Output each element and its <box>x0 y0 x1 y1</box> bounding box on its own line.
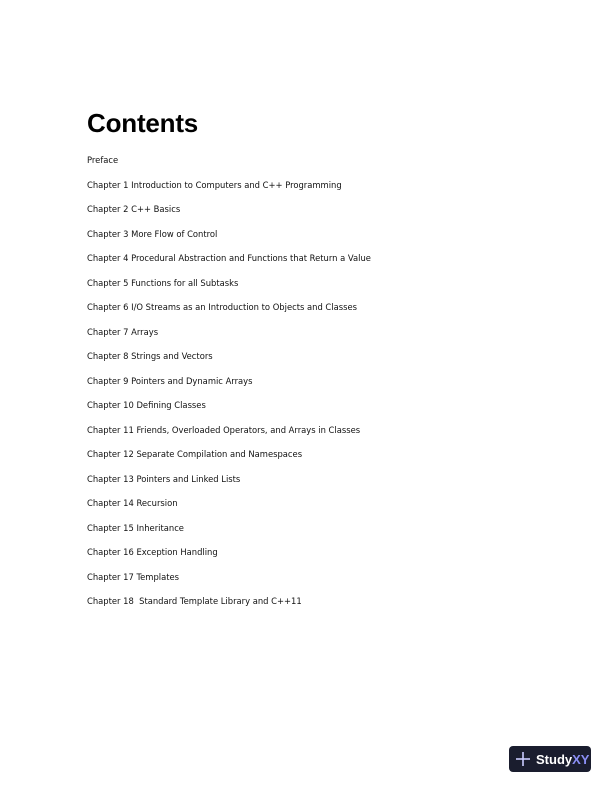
studyxy-badge[interactable] <box>509 746 591 772</box>
toc-item-chapter-11[interactable]: Chapter 11 Friends, Overloaded Operators, and Arrays in Classes <box>87 424 361 435</box>
toc-item-chapter-10[interactable]: Chapter 10 Defining Classes <box>87 400 206 410</box>
toc-item-chapter-17[interactable]: Chapter 17 Templates <box>87 571 180 582</box>
toc-item-chapter-4[interactable]: Chapter 4 Procedural Abstraction and Functions that Return a Value <box>87 253 371 263</box>
toc-item-chapter-13[interactable]: Chapter 13 Pointers and Linked Lists <box>87 473 241 484</box>
toc-item-preface[interactable]: Preface <box>87 155 119 165</box>
toc-item-chapter-9[interactable]: Chapter 9 Pointers and Dynamic Arrays <box>87 375 253 386</box>
toc-item-chapter-16[interactable]: Chapter 16 Exception Handling <box>87 547 218 557</box>
toc-item-chapter-2[interactable]: Chapter 2 C++ Basics <box>87 204 181 214</box>
toc-item-chapter-6[interactable]: Chapter 6 I/O Streams as an Introduction to Objects and Classes <box>87 302 357 312</box>
page-title: Contents <box>87 108 199 138</box>
badge-brand-text: Study <box>536 751 573 767</box>
table-of-contents <box>87 150 371 616</box>
toc-item-chapter-8[interactable]: Chapter 8 Strings and Vectors <box>87 351 213 361</box>
toc-item-chapter-18[interactable]: Chapter 18 Standard Template Library and C++11 <box>87 596 302 606</box>
toc-item-chapter-1[interactable]: Chapter 1 Introduction to Computers and C++ Programming <box>87 179 342 190</box>
badge-brand-accent: XY <box>572 751 590 767</box>
toc-item-chapter-5[interactable]: Chapter 5 Functions for all Subtasks <box>87 277 239 288</box>
toc-item-chapter-3[interactable]: Chapter 3 More Flow of Control <box>87 228 218 239</box>
plus-icon <box>515 751 531 767</box>
toc-item-chapter-14[interactable]: Chapter 14 Recursion <box>87 498 178 508</box>
toc-item-chapter-15[interactable]: Chapter 15 Inheritance <box>87 522 184 533</box>
toc-item-chapter-7[interactable]: Chapter 7 Arrays <box>87 326 159 337</box>
toc-item-chapter-12[interactable]: Chapter 12 Separate Compilation and Namespaces <box>87 449 303 459</box>
